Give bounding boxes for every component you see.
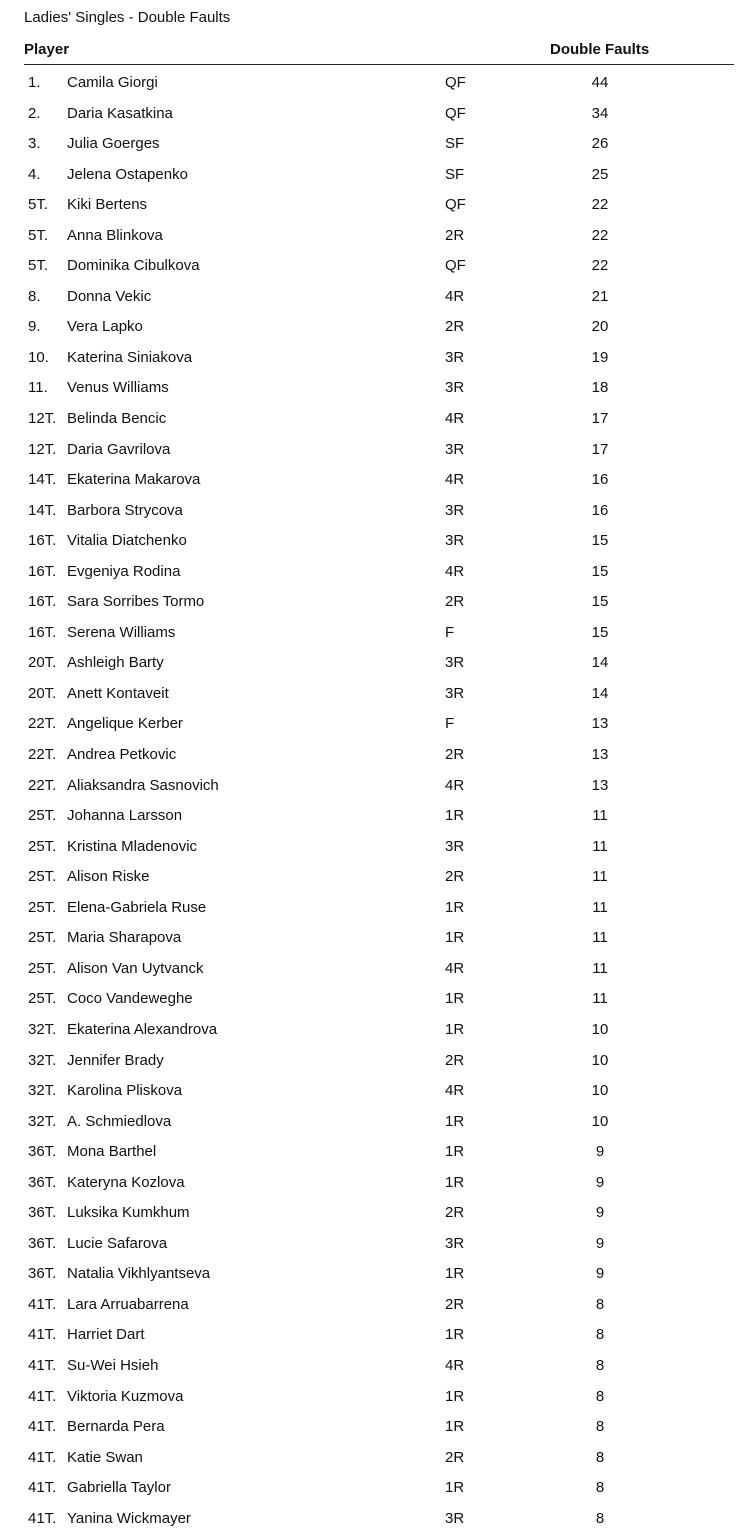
rank-cell: 41T. [28,1295,57,1313]
rank-cell: 20T. [28,684,57,702]
round-cell: 1R [445,1326,465,1344]
double-faults-cell: 20 [591,318,609,336]
table-row [0,1229,756,1260]
round-cell: QF [445,196,466,214]
round-cell: 4R [445,959,465,977]
round-cell: 4R [445,1082,465,1100]
round-cell: 3R [445,1509,465,1527]
round-cell: 1R [445,1479,465,1497]
table-row [0,1351,756,1382]
page-title: Ladies' Singles - Double Faults [24,9,231,26]
double-faults-cell: 15 [591,562,609,580]
table-row [0,160,756,191]
player-name-cell: Johanna Larsson [67,807,183,825]
player-name-cell: Evgeniya Rodina [67,562,181,580]
double-faults-cell: 19 [591,348,609,366]
rank-cell: 5T. [28,196,49,214]
rank-cell: 32T. [28,1112,57,1130]
rank-cell: 11. [28,379,48,397]
round-cell: 2R [445,868,465,886]
player-name-cell: A. Schmiedlova [67,1112,172,1130]
player-name-cell: Vera Lapko [67,318,143,336]
table-row [0,129,756,160]
rank-cell: 41T. [28,1356,57,1374]
player-name-cell: Harriet Dart [67,1326,145,1344]
player-name-cell: Natalia Vikhlyantseva [67,1265,211,1283]
double-faults-cell: 8 [595,1479,605,1497]
rank-cell: 12T. [28,440,57,458]
player-name-cell: Mona Barthel [67,1143,157,1161]
player-name-cell: Daria Gavrilova [67,440,171,458]
rank-cell: 36T. [28,1143,57,1161]
table-row [0,923,756,954]
player-name-cell: Jennifer Brady [67,1051,164,1069]
double-faults-cell: 8 [595,1387,605,1405]
double-faults-cell: 15 [591,593,609,611]
table-row [0,709,756,740]
round-cell: 4R [445,562,465,580]
rank-cell: 41T. [28,1479,57,1497]
table-row [0,1412,756,1443]
player-name-cell: Donna Vekic [67,287,152,305]
table-row [0,465,756,496]
round-cell: 3R [445,501,465,519]
round-cell: 1R [445,929,465,947]
rank-cell: 8. [28,287,41,305]
rank-cell: 32T. [28,1051,57,1069]
player-name-cell: Angelique Kerber [67,715,183,733]
table-body [0,68,756,1534]
rank-cell: 36T. [28,1265,57,1283]
double-faults-cell: 17 [591,440,609,458]
round-cell: 1R [445,990,465,1008]
table-row [0,373,756,404]
double-faults-cell: 44 [591,74,609,91]
player-name-cell: Coco Vandeweghe [67,990,193,1008]
table-row [0,1107,756,1138]
double-faults-cell: 11 [592,929,608,947]
player-name-cell: Viktoria Kuzmova [67,1387,184,1405]
rank-cell: 22T. [28,746,57,764]
player-name-cell: Ashleigh Barty [67,654,164,672]
rank-cell: 41T. [28,1448,57,1466]
double-faults-cell: 11 [592,807,608,825]
rank-cell: 16T. [28,532,57,550]
player-name-cell: Barbora Strycova [67,501,183,519]
rank-cell: 25T. [28,807,57,825]
table-row [0,587,756,618]
player-name-cell: Yanina Wickmayer [67,1509,191,1527]
double-faults-cell: 18 [591,379,609,397]
double-faults-cell: 22 [591,226,609,244]
table-row [0,343,756,374]
rank-cell: 5T. [28,257,49,275]
player-name-cell: Camila Giorgi [67,74,158,91]
double-faults-cell: 22 [591,196,609,214]
round-cell: 4R [445,287,465,305]
player-name-cell: Karolina Pliskova [67,1082,183,1100]
round-cell: QF [445,257,466,275]
player-name-cell: Kateryna Kozlova [67,1173,185,1191]
double-faults-cell: 16 [591,471,609,489]
player-name-cell: Anna Blinkova [67,226,163,244]
player-name-cell: Maria Sharapova [67,929,182,947]
round-cell: 1R [445,807,465,825]
double-faults-cell: 8 [595,1509,605,1527]
player-name-cell: Luksika Kumkhum [67,1204,190,1222]
double-faults-cell: 8 [595,1356,605,1374]
round-cell: SF [445,165,465,183]
rank-cell: 16T. [28,593,57,611]
player-name-cell: Jelena Ostapenko [67,165,188,183]
rank-cell: 25T. [28,868,57,886]
rank-cell: 32T. [28,1020,57,1038]
round-cell: 1R [445,1173,465,1191]
table-row [0,740,756,771]
round-cell: 3R [445,684,465,702]
table-row [0,1076,756,1107]
rank-cell: 10. [28,348,49,366]
round-cell: 4R [445,1356,465,1374]
round-cell: 3R [445,837,465,855]
double-faults-cell: 13 [591,746,609,764]
table-row [0,557,756,588]
rank-cell: 16T. [28,562,57,580]
table-row [0,648,756,679]
rank-cell: 12T. [28,410,57,428]
player-name-cell: Katerina Siniakova [67,348,193,366]
player-name-cell: Julia Goerges [67,135,160,153]
player-name-cell: Gabriella Taylor [67,1479,171,1497]
double-faults-cell: 11 [592,990,608,1008]
rank-cell: 36T. [28,1204,57,1222]
player-name-cell: Belinda Bencic [67,410,167,428]
rank-cell: 41T. [28,1418,57,1436]
double-faults-cell: 8 [595,1326,605,1344]
round-cell: 2R [445,746,465,764]
round-cell: 3R [445,440,465,458]
player-name-cell: Bernarda Pera [67,1418,165,1436]
rank-cell: 3. [28,135,41,153]
round-cell: QF [445,104,466,122]
table-row [0,1443,756,1474]
rank-cell: 1. [28,74,41,91]
rank-cell: 14T. [28,501,57,519]
player-name-cell: Dominika Cibulkova [67,257,200,275]
round-cell: 1R [445,1112,465,1130]
rank-cell: 4. [28,165,41,183]
table-row [0,1168,756,1199]
round-cell: 1R [445,1265,465,1283]
rank-cell: 41T. [28,1509,57,1527]
double-faults-cell: 9 [595,1173,605,1191]
double-faults-cell: 10 [591,1051,609,1069]
double-faults-cell: 17 [591,410,609,428]
player-name-cell: Sara Sorribes Tormo [67,593,205,611]
table-row [0,984,756,1015]
round-cell: F [445,623,455,641]
player-name-cell: Lara Arruabarrena [67,1295,189,1313]
round-cell: 3R [445,348,465,366]
table-row [0,832,756,863]
column-header-double-faults: Double Faults [550,41,650,58]
table-row [0,1473,756,1504]
rank-cell: 41T. [28,1326,57,1344]
table-row [0,1290,756,1321]
table-row [0,68,756,99]
rank-cell: 25T. [28,990,57,1008]
table-row [0,1504,756,1535]
round-cell: QF [445,74,466,91]
double-faults-cell: 10 [591,1020,609,1038]
table-row [0,618,756,649]
player-name-cell: Andrea Petkovic [67,746,177,764]
round-cell: 3R [445,1234,465,1252]
rank-cell: 9. [28,318,41,336]
double-faults-cell: 11 [592,959,608,977]
round-cell: 3R [445,379,465,397]
player-name-cell: Anett Kontaveit [67,684,169,702]
player-name-cell: Lucie Safarova [67,1234,168,1252]
table-row [0,404,756,435]
player-name-cell: Katie Swan [67,1448,143,1466]
round-cell: 2R [445,318,465,336]
player-name-cell: Alison Riske [67,868,150,886]
round-cell: 2R [445,1204,465,1222]
double-faults-cell: 11 [592,898,608,916]
double-faults-cell: 22 [591,257,609,275]
table-row [0,1320,756,1351]
double-faults-cell: 11 [592,868,608,886]
player-name-cell: Vitalia Diatchenko [67,532,187,550]
round-cell: 2R [445,226,465,244]
round-cell: 3R [445,532,465,550]
round-cell: 1R [445,1418,465,1436]
double-faults-cell: 11 [592,837,608,855]
round-cell: 4R [445,471,465,489]
table-row [0,496,756,527]
table-row [0,1259,756,1290]
double-faults-cell: 8 [595,1448,605,1466]
player-name-cell: Daria Kasatkina [67,104,173,122]
double-faults-cell: 21 [591,287,609,305]
table-row [0,1198,756,1229]
table-row [0,99,756,130]
round-cell: 2R [445,1295,465,1313]
table-header [24,38,734,65]
column-header-player: Player [24,41,70,58]
rank-cell: 25T. [28,959,57,977]
round-cell: 1R [445,898,465,916]
table-row [0,679,756,710]
table-row [0,190,756,221]
rank-cell: 36T. [28,1173,57,1191]
round-cell: 1R [445,1387,465,1405]
player-name-cell: Ekaterina Alexandrova [67,1020,218,1038]
round-cell: 2R [445,1448,465,1466]
table-row [0,1137,756,1168]
table-row [0,771,756,802]
rank-cell: 14T. [28,471,57,489]
double-faults-cell: 14 [591,654,609,672]
double-faults-cell: 13 [591,776,609,794]
table-row [0,251,756,282]
rank-cell: 25T. [28,837,57,855]
rank-cell: 36T. [28,1234,57,1252]
double-faults-cell: 26 [591,135,609,153]
round-cell: 1R [445,1143,465,1161]
double-faults-cell: 10 [591,1112,609,1130]
round-cell: 2R [445,593,465,611]
player-name-cell: Venus Williams [67,379,169,397]
table-row [0,1382,756,1413]
rank-cell: 25T. [28,898,57,916]
double-faults-cell: 14 [591,684,609,702]
table-row [0,312,756,343]
table-row [0,862,756,893]
table-row [0,893,756,924]
round-cell: 4R [445,776,465,794]
double-faults-cell: 15 [591,623,609,641]
player-name-cell: Kiki Bertens [67,196,148,214]
double-faults-cell: 16 [591,501,609,519]
double-faults-cell: 34 [591,104,609,122]
rank-cell: 22T. [28,776,57,794]
rank-cell: 25T. [28,929,57,947]
table-row [0,801,756,832]
table-row [0,526,756,557]
double-faults-cell: 8 [595,1418,605,1436]
table-row [0,1015,756,1046]
double-faults-cell: 9 [595,1143,605,1161]
round-cell: 3R [445,654,465,672]
player-name-cell: Aliaksandra Sasnovich [67,776,219,794]
double-faults-cell: 9 [595,1265,605,1283]
rank-cell: 22T. [28,715,57,733]
player-name-cell: Ekaterina Makarova [67,471,201,489]
double-faults-cell: 15 [591,532,609,550]
table-row [0,221,756,252]
player-name-cell: Kristina Mladenovic [67,837,198,855]
double-faults-cell: 9 [595,1234,605,1252]
rank-cell: 5T. [28,226,49,244]
round-cell: 2R [445,1051,465,1069]
round-cell: 4R [445,410,465,428]
double-faults-cell: 25 [591,165,609,183]
rank-cell: 2. [28,104,41,122]
rank-cell: 41T. [28,1387,57,1405]
table-row [0,435,756,466]
round-cell: SF [445,135,465,153]
table-row [0,282,756,313]
round-cell: F [445,715,455,733]
round-cell: 1R [445,1020,465,1038]
double-faults-cell: 9 [595,1204,605,1222]
player-name-cell: Serena Williams [67,623,176,641]
table-row [0,954,756,985]
player-name-cell: Su-Wei Hsieh [67,1356,159,1374]
table-row [0,1046,756,1077]
rank-cell: 20T. [28,654,57,672]
rank-cell: 16T. [28,623,57,641]
double-faults-cell: 8 [595,1295,605,1313]
player-name-cell: Elena-Gabriela Ruse [67,898,207,916]
double-faults-cell: 10 [591,1082,609,1100]
double-faults-cell: 13 [591,715,609,733]
player-name-cell: Alison Van Uytvanck [67,959,204,977]
rank-cell: 32T. [28,1082,57,1100]
